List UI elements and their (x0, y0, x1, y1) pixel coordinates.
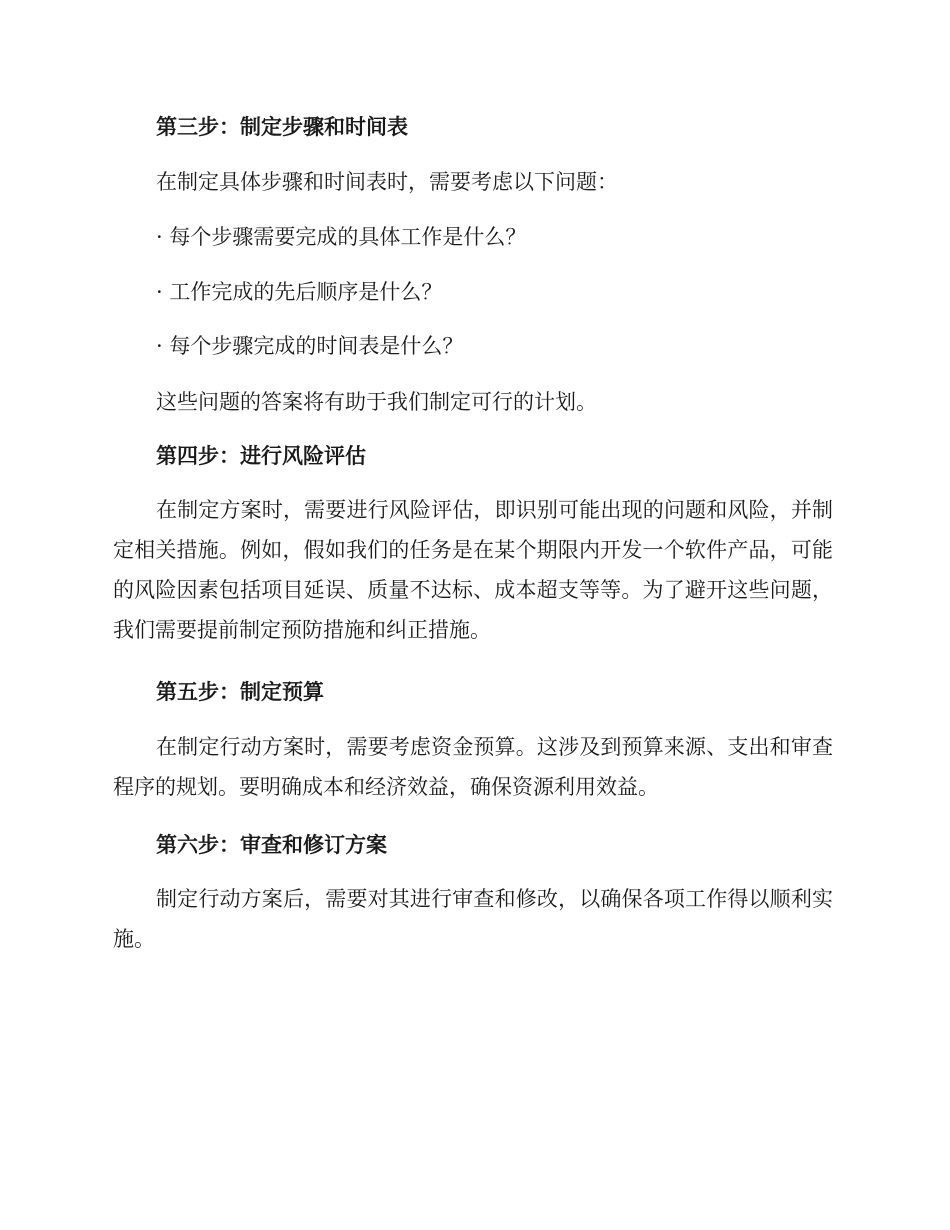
step3-intro: 在制定具体步骤和时间表时，需要考虑以下问题： (156, 170, 618, 194)
step4-heading: 第四步：进行风险评估 (156, 443, 366, 468)
step6-heading: 第六步：审查和修订方案 (156, 832, 387, 857)
step3-heading: 第三步：制定步骤和时间表 (156, 114, 408, 139)
step4-body: 在制定方案时，需要进行风险评估，即识别可能出现的问题和风险，并制定相关措施。例如，假如我们的任务是在某个期限内开发一个软件产品，可能的风险因素包括项目延误、质量不达标、成本超支等等。为了避开这些问题，我们需要提前制定预防措施和纠正措施。 (113, 498, 833, 642)
step6-body: 制定行动方案后，需要对其进行审查和修改，以确保各项工作得以顺利实施。 (113, 887, 833, 951)
step5-heading: 第五步：制定预算 (156, 679, 324, 704)
step5-body: 在制定行动方案时，需要考虑资金预算。这涉及到预算来源、支出和审查程序的规划。要明确成本和经济效益，确保资源利用效益。 (113, 735, 833, 799)
step3-bullet-2: · 工作完成的先后顺序是什么？ (156, 280, 443, 304)
step3-bullet-1: · 每个步骤需要完成的具体工作是什么？ (156, 225, 527, 249)
step3-conclusion: 这些问题的答案将有助于我们制定可行的计划。 (156, 390, 597, 414)
step3-bullet-3: · 每个步骤完成的时间表是什么？ (156, 334, 464, 358)
